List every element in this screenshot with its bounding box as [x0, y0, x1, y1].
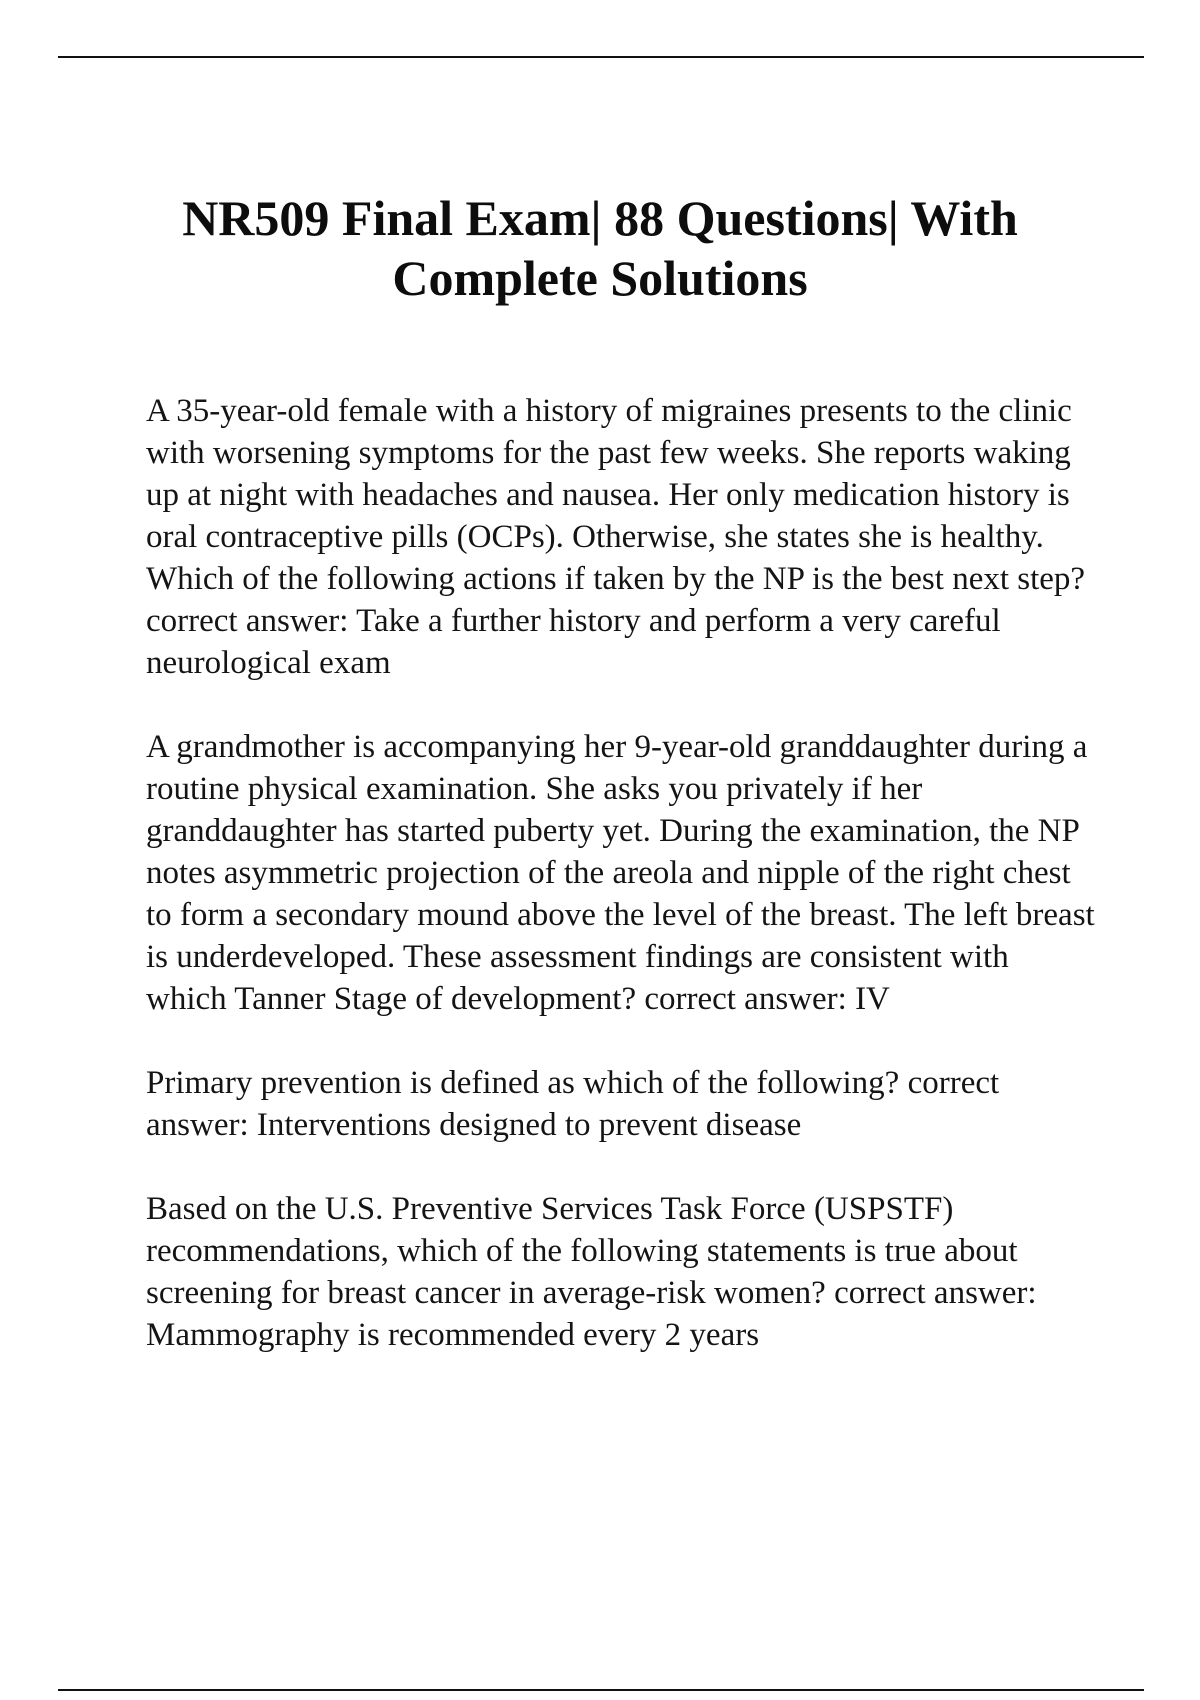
answer-text: Interventions designed to prevent disease: [256, 1107, 802, 1143]
answer-text: IV: [855, 981, 890, 1017]
question-item-1: [146, 390, 1096, 684]
question-item-4: [146, 1188, 1096, 1356]
question-item-3: [146, 1062, 1096, 1146]
answer-label: correct answer:: [834, 1275, 1037, 1311]
answer-label: correct answer:: [644, 981, 847, 1017]
answer-text: Take a further history and perform a very careful neurological exam: [146, 603, 1009, 681]
question-text: Primary prevention is defined as which of the following?: [146, 1065, 900, 1101]
question-item-2: [146, 726, 1103, 1020]
answer-text: Mammography is recommended every 2 years: [146, 1317, 760, 1353]
question-text: A 35-year-old female with a history of migraines presents to the clinic with worsening symptoms for the past few weeks. She reports waking up at night with headaches and nausea. Her only medication history is oral contraceptive pills (OCPs). Otherwise, she states she is healthy. Which of the following actions if taken by the NP is the best next step?: [146, 393, 1086, 597]
document-title-line-1: NR509 Final Exam| 88 Questions| With: [182, 190, 1018, 246]
answer-label: correct answer:: [146, 603, 349, 639]
top-rule: [58, 56, 1144, 58]
question-text: A grandmother is accompanying her 9-year-old granddaughter during a routine physical examination. She asks you privately if her granddaughter has started puberty yet. During the examination, the NP notes asymmetric projection of the areola and nipple of the right chest to form a secondary mound above the level of the breast. The left breast is underdeveloped. These assessment findings are consistent with which Tanner Stage of development?: [146, 729, 1103, 1017]
answer-label: correct answer:: [146, 1065, 1008, 1143]
question-text: Based on the U.S. Preventive Services Task Force (USPSTF) recommendations, which of the following statements is true about screening for breast cancer in average-risk women?: [146, 1191, 1026, 1311]
document-title-line-2: Complete Solutions: [392, 250, 808, 306]
bottom-rule: [58, 1689, 1144, 1691]
document-title: [100, 188, 1100, 308]
question-list: [146, 390, 1103, 1398]
